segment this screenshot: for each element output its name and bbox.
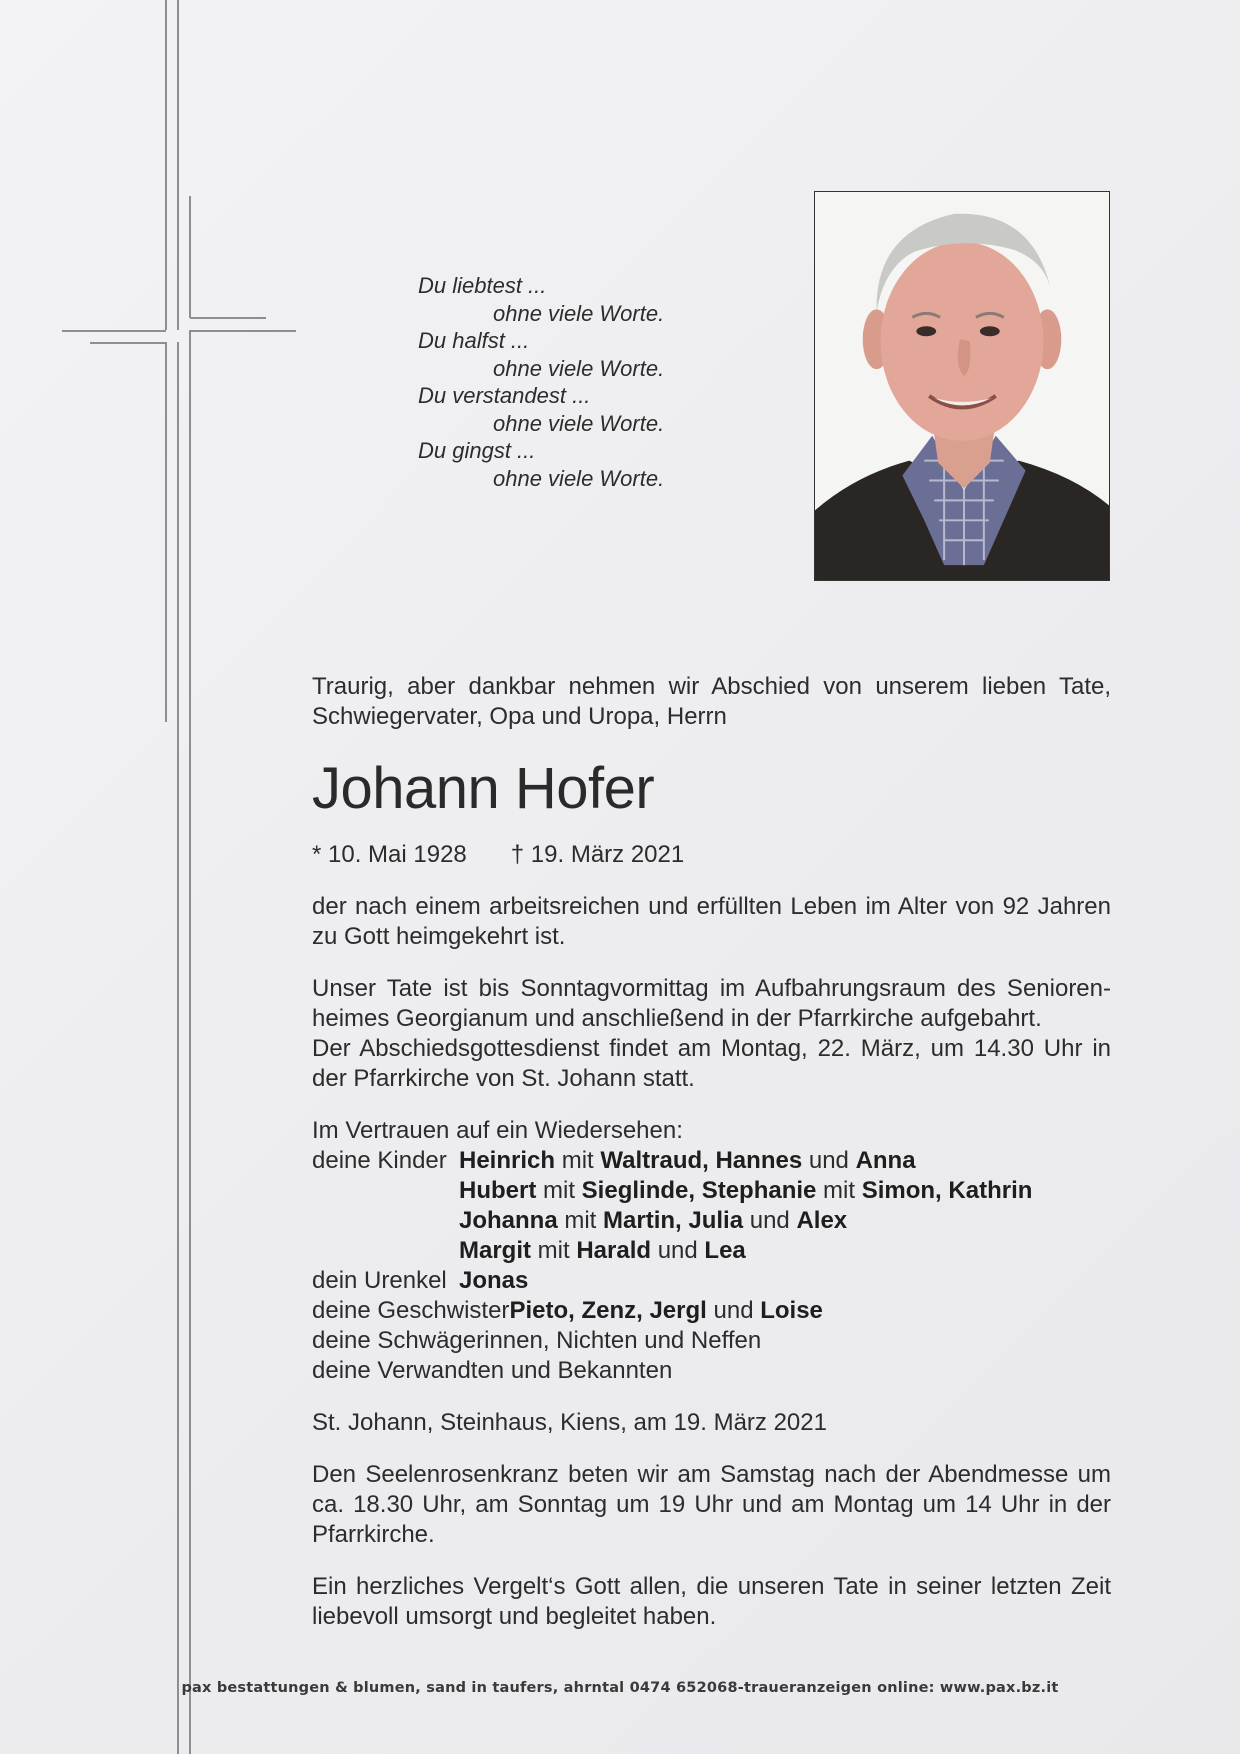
funeral-line: Unser Tate ist bis Sonntagvormittag im Aufbahrungsraum des Senioren- — [312, 975, 1111, 1002]
poem-line: ohne viele Worte. — [493, 410, 665, 436]
greatgrandchild-name: Jonas — [459, 1267, 529, 1294]
family-label: deine Geschwister — [312, 1297, 510, 1324]
family-heading: Im Vertrauen auf ein Wiedersehen: — [312, 1117, 683, 1144]
death-date: † 19. März 2021 — [510, 841, 685, 868]
family-label: deine Kinder — [312, 1147, 447, 1174]
deceased-name: Johann Hofer — [312, 756, 655, 821]
child-entry: Margit mit Harald und Lea — [459, 1237, 746, 1264]
intro-text: Traurig, aber dankbar nehmen wir Abschied von unserem lieben Tate, Schwiegervater, Opa und Uropa, Herrn — [312, 673, 1111, 730]
child-entry: Hubert mit Sieglinde, Stephanie mit Simon, Kathrin — [459, 1177, 1033, 1204]
cross-ornament — [0, 0, 320, 1754]
family-row-inlaws: deine Schwägerinnen, Nichten und Neffen — [312, 1327, 762, 1354]
family-row-siblings: deine Geschwister Pieto, Zenz, Jergl und Loise — [312, 1297, 823, 1324]
family-row-children — [312, 1146, 1111, 1176]
place-date: St. Johann, Steinhaus, Kiens, am 19. März 2021 — [312, 1409, 827, 1436]
life-text: der nach einem arbeitsreichen und erfüllten Leben im Alter von 92 Jahren zu Gott heimgekehrt ist. — [312, 893, 1111, 950]
family-row-children — [312, 1206, 1111, 1236]
life-dates — [312, 840, 1111, 870]
poem-line: ohne viele Worte. — [493, 300, 665, 326]
family-list — [312, 1116, 1111, 1386]
birth-date: * 10. Mai 1928 — [312, 841, 467, 868]
family-row-relatives: deine Verwandten und Bekannten — [312, 1357, 673, 1384]
child-entry: Johanna mit Martin, Julia und Alex — [459, 1207, 848, 1234]
poem-line: Du liebtest ... — [418, 273, 547, 298]
poem-line: Du halfst ... — [418, 328, 530, 353]
poem-line: ohne viele Worte. — [493, 355, 665, 381]
family-label: dein Urenkel — [312, 1267, 447, 1294]
family-row-children — [312, 1236, 1111, 1266]
funeral-line: Der Abschiedsgottesdienst findet am Montag, 22. März, um 14.30 Uhr in der Pfarrkirche von St. Johann statt. — [312, 1035, 1111, 1092]
poem-line: Du gingst ... — [418, 438, 536, 463]
poem-line: ohne viele Worte. — [493, 465, 665, 491]
child-entry: Heinrich mit Waltraud, Hannes und Anna — [459, 1147, 916, 1174]
family-row-greatgrandchild — [312, 1266, 1111, 1296]
rosary-text: Den Seelenrosenkranz beten wir am Samstag nach der Abendmesse um ca. 18.30 Uhr, am Sonntag um 19 Uhr und am Montag um 14 Uhr in der Pfarrkirche. — [312, 1461, 1111, 1548]
poem-line: Du verstandest ... — [418, 383, 591, 408]
funeral-line: heimes Georgianum und anschließend in der Pfarrkirche aufgebahrt. — [312, 1005, 1042, 1032]
poem — [418, 272, 664, 492]
obituary-body — [312, 672, 1111, 1654]
family-row-children — [312, 1176, 1111, 1206]
funeral-info — [312, 974, 1111, 1094]
portrait-photo — [814, 191, 1110, 581]
thanks-text: Ein herzliches Vergelt‘s Gott allen, die unseren Tate in seiner letzten Zeit liebevoll umsorgt und begleitet haben. — [312, 1573, 1111, 1630]
footer-imprint: pax bestattungen & blumen, sand in taufers, ahrntal 0474 652068-traueranzeigen online: www.pax.bz.it — [181, 1680, 1059, 1696]
